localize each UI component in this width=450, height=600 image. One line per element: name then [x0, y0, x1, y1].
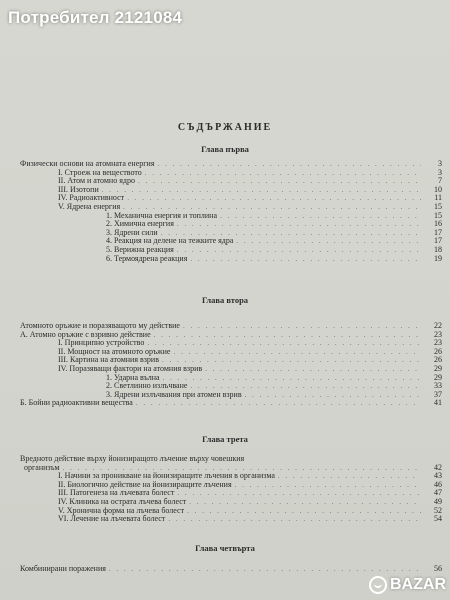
- toc-entry-page: 15: [434, 201, 442, 211]
- leader-dots: [154, 331, 421, 340]
- chapter-heading: Глава четвърта: [195, 543, 255, 553]
- toc-entry-title: II. Биологично действие на йонизиращите лъчения: [58, 479, 232, 489]
- leader-dots: [177, 489, 421, 498]
- leader-dots: [168, 515, 421, 524]
- toc-entry-page: 7: [438, 176, 442, 186]
- logo-mark-icon: [369, 576, 387, 594]
- chapter-heading: Глава първа: [201, 144, 249, 154]
- toc-entry-page: 15: [434, 210, 442, 220]
- toc-entry-title: 1. Ударна вълна: [106, 372, 160, 382]
- leader-dots: [236, 237, 421, 246]
- leader-dots: [127, 194, 421, 203]
- toc-entry-title: 3. Ядрени излъчвания при атомен взрив: [106, 389, 242, 399]
- toc-entry-title: 5. Верижна реакция: [106, 244, 174, 254]
- toc-entry-page: 52: [434, 505, 442, 515]
- toc-entry-page: 42: [434, 462, 442, 472]
- toc-entry-title: IV. Радиоактивност: [58, 193, 125, 203]
- toc-entry-page: 17: [434, 236, 442, 246]
- toc-entry-page: 3: [438, 167, 442, 177]
- chapter-toc: [20, 455, 442, 524]
- leader-dots: [177, 246, 421, 255]
- toc-entry-page: 29: [434, 363, 442, 373]
- leader-dots: [138, 177, 421, 186]
- leader-dots: [145, 169, 421, 178]
- toc-entry-title: 2. Светлинно излъчване: [106, 381, 188, 391]
- chapter-toc: [20, 322, 442, 408]
- toc-entry-page: 29: [434, 372, 442, 382]
- toc-entry: [20, 237, 442, 246]
- contents-title: СЪДЪРЖАНИЕ: [177, 122, 273, 133]
- toc-entry: [20, 455, 442, 464]
- bazar-logo: [369, 576, 446, 594]
- leader-dots: [205, 365, 421, 374]
- toc-entry-page: 17: [434, 227, 442, 237]
- leader-dots: [163, 374, 421, 383]
- chapter-toc: [20, 565, 442, 574]
- leader-dots: [235, 481, 421, 490]
- toc-entry: [20, 399, 442, 408]
- toc-entry-title: V. Ядрена енергия: [58, 201, 121, 211]
- toc-entry-page: 3: [438, 159, 442, 168]
- toc-entry-title: III. Изотопи: [58, 184, 99, 194]
- toc-entry: [20, 565, 442, 574]
- toc-entry-page: 37: [434, 389, 442, 399]
- toc-entry-page: 23: [434, 329, 442, 339]
- toc-entry-title: Б. Бойни радиоактивни вещества: [20, 398, 133, 408]
- chapter-heading: Глава трета: [202, 434, 248, 444]
- toc-entry-page: 49: [434, 496, 442, 506]
- toc-entry-title: IV. Поразяващи фактори на атомния взрив: [58, 363, 203, 373]
- toc-entry: [20, 203, 442, 212]
- leader-dots: [177, 220, 421, 229]
- toc-entry-page: 10: [434, 184, 442, 194]
- toc-entry-title: Комбинирани поражения: [20, 564, 106, 573]
- toc-entry-page: 46: [434, 479, 442, 489]
- toc-entry: [20, 374, 442, 383]
- toc-entry-title: 1. Механична енергия и топлина: [106, 210, 217, 220]
- leader-dots: [187, 507, 421, 516]
- toc-entry-title: II. Мощност на атомното оръжие: [58, 346, 171, 356]
- toc-entry-title: I. Начини за проникване на йонизиращите лъчения в организма: [58, 471, 275, 481]
- toc-entry: [20, 365, 442, 374]
- leader-dots: [190, 255, 421, 264]
- toc-entry-title: III. Картина на атомния взрив: [58, 355, 159, 365]
- toc-entry-page: 54: [434, 514, 442, 524]
- toc-entry-page: 22: [434, 321, 442, 330]
- toc-entry-page: 26: [434, 355, 442, 365]
- logo-text: BAZAR: [390, 576, 446, 593]
- toc-entry-title: 6. Термоядрена реакция: [106, 253, 188, 263]
- chapter-toc: [20, 160, 442, 263]
- leader-dots: [189, 498, 421, 507]
- toc-entry-title: 3. Ядрени сили: [106, 227, 158, 237]
- toc-entry: [20, 255, 442, 264]
- leader-dots: [109, 565, 421, 574]
- toc-entry-page: 23: [434, 338, 442, 348]
- toc-entry-page: 33: [434, 381, 442, 391]
- toc-entry-title: Атомното оръжие и поразяващото му действие: [20, 321, 180, 330]
- toc-entry: [20, 246, 442, 255]
- leader-dots: [245, 391, 421, 400]
- leader-dots: [278, 472, 421, 481]
- toc-entry: [20, 212, 442, 221]
- toc-entry-title: I. Принципно устройство: [58, 338, 145, 348]
- toc-entry-title: Физически основи на атомната енергия: [20, 159, 155, 168]
- toc-entry-page: 11: [434, 193, 442, 203]
- leader-dots: [183, 322, 421, 331]
- toc-entry-title: организъм: [24, 462, 60, 472]
- toc-entry-title: 4. Реакция на делене на тежките ядра: [106, 236, 234, 246]
- chapter-heading: Глава втора: [201, 295, 249, 305]
- leader-dots: [147, 339, 421, 348]
- toc-entry-page: 26: [434, 346, 442, 356]
- toc-entry-page: 56: [434, 564, 442, 573]
- toc-entry-page: 19: [434, 253, 442, 263]
- user-watermark: Потребител 2121084: [8, 8, 183, 27]
- toc-entry-page: 16: [434, 219, 442, 229]
- toc-entry-title: Вредното действие върху йонизиращото лъчение върху човешкия: [20, 454, 245, 463]
- toc-entry-title: IV. Клиника на острата лъчева болест: [58, 496, 187, 506]
- leader-dots: [136, 399, 421, 408]
- toc-entry: [20, 515, 442, 524]
- toc-entry-title: А. Атомно оръжие с взривно действие: [20, 329, 151, 339]
- leader-dots: [102, 186, 421, 195]
- toc-entry-title: 2. Химична енергия: [106, 219, 174, 229]
- toc-entry-page: 18: [434, 244, 442, 254]
- leader-dots: [158, 160, 422, 169]
- toc-entry-page: 41: [434, 398, 442, 408]
- toc-entry-title: V. Хронична форма на лъчева болест: [58, 505, 185, 515]
- toc-entry-title: VI. Лечение на лъчевата болест: [58, 514, 166, 524]
- toc-entry: [20, 220, 442, 229]
- toc-entry-title: II. Атом и атомно ядро: [58, 176, 135, 186]
- toc-entry-page: 47: [434, 488, 442, 498]
- toc-entry-page: 43: [434, 471, 442, 481]
- toc-entry-title: I. Строеж на веществото: [58, 167, 142, 177]
- leader-dots: [173, 348, 421, 357]
- leader-dots: [220, 212, 421, 221]
- toc-entry-title: III. Патогенеза на лъчевата болест: [58, 488, 175, 498]
